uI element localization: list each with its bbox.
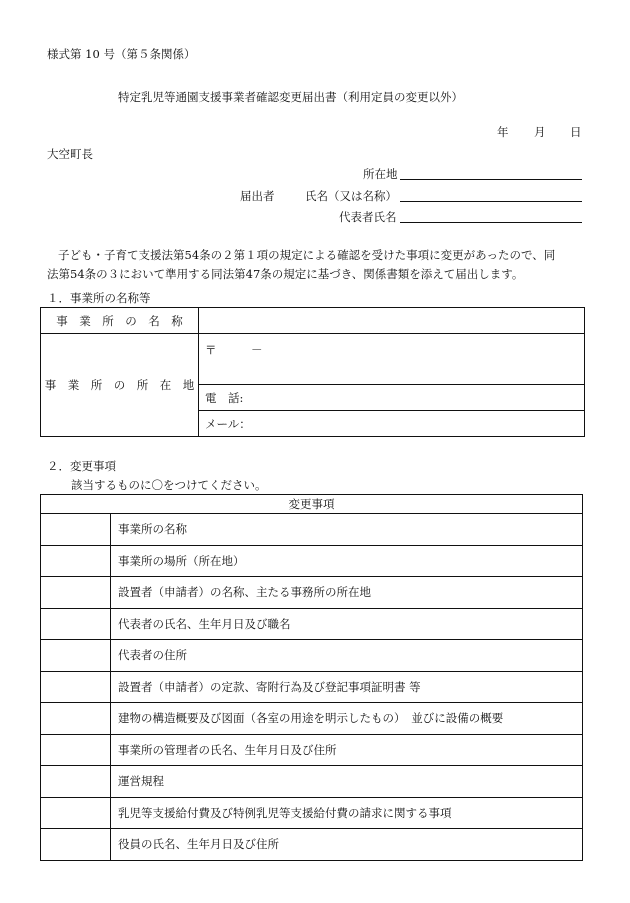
mark-cell[interactable] — [41, 703, 111, 735]
mark-cell[interactable] — [41, 514, 111, 546]
address-line — [400, 179, 582, 180]
change-item: 設置者（申請者）の名称、主たる事務所の所在地 — [111, 577, 583, 609]
change-item: 事業所の管理者の氏名、生年月日及び住所 — [111, 734, 583, 766]
postal-code-field[interactable] — [199, 334, 585, 385]
facility-address-label-cell — [41, 334, 199, 437]
mark-cell[interactable] — [41, 797, 111, 829]
facility-address-label: 事 業 所 の 所 在 地 — [44, 378, 195, 392]
section2-heading: ２．変更事項 — [47, 459, 116, 473]
change-item: 代表者の住所 — [111, 640, 583, 672]
change-item: 事業所の場所（所在地） — [111, 545, 583, 577]
body-text-1: 子ども・子育て支援法第54条の２第１項の規定による確認を受けた事項に変更があったので、同 — [58, 248, 556, 262]
section1-heading: １．事業所の名称等 — [47, 291, 151, 305]
mail-label: メール： — [205, 416, 251, 431]
mark-cell[interactable] — [41, 608, 111, 640]
change-item: 設置者（申請者）の定款、寄附行為及び登記事項証明書 等 — [111, 671, 583, 703]
representative-label: 代表者氏名 — [339, 210, 397, 224]
date-year: 年 — [497, 125, 509, 139]
change-item: 役員の氏名、生年月日及び住所 — [111, 829, 583, 861]
phone-field[interactable] — [199, 385, 585, 411]
form-number: 様式第 10 号（第５条関係） — [47, 47, 196, 61]
mark-cell[interactable] — [41, 829, 111, 861]
facility-name-label-cell — [41, 308, 199, 334]
change-item: 建物の構造概要及び図面（各室の用途を明示したもの） 並びに設備の概要 — [111, 703, 583, 735]
name-label: 氏名（又は名称） — [305, 189, 397, 203]
change-item: 運営規程 — [111, 766, 583, 798]
page-title: 特定乳児等通園支援事業者確認変更届出書（利用定員の変更以外） — [118, 90, 463, 104]
facility-name-label: 事 業 所 の 名 称 — [56, 313, 183, 328]
change-item: 代表者の氏名、生年月日及び職名 — [111, 608, 583, 640]
change-item: 事業所の名称 — [111, 514, 583, 546]
phone-label: 電 話: — [205, 390, 244, 405]
address-label: 所在地 — [363, 167, 398, 181]
change-items-header: 変更事項 — [41, 495, 583, 514]
name-line — [400, 201, 582, 202]
addressee: 大空町長 — [47, 147, 93, 161]
change-item: 乳児等支援給付費及び特例乳児等支援給付費の請求に関する事項 — [111, 797, 583, 829]
body-text-2: 法第54条の３において準用する同法第47条の規定に基づき、関係書類を添えて届出します。 — [47, 267, 524, 281]
change-items-table — [40, 494, 583, 861]
mark-cell[interactable] — [41, 734, 111, 766]
facility-table — [40, 307, 585, 437]
mark-cell[interactable] — [41, 766, 111, 798]
mark-cell[interactable] — [41, 545, 111, 577]
representative-line — [400, 222, 582, 223]
facility-name-field[interactable] — [199, 308, 585, 334]
applicant-role-label: 届出者 — [240, 189, 275, 203]
mark-cell[interactable] — [41, 640, 111, 672]
section2-instruction: 該当するものに〇をつけてください。 — [71, 478, 267, 492]
date-day: 日 — [570, 125, 582, 139]
mark-cell[interactable] — [41, 671, 111, 703]
date-month: 月 — [534, 125, 546, 139]
mark-cell[interactable] — [41, 577, 111, 609]
mail-field[interactable] — [199, 411, 585, 437]
postal-label: 〒 － — [205, 343, 263, 357]
